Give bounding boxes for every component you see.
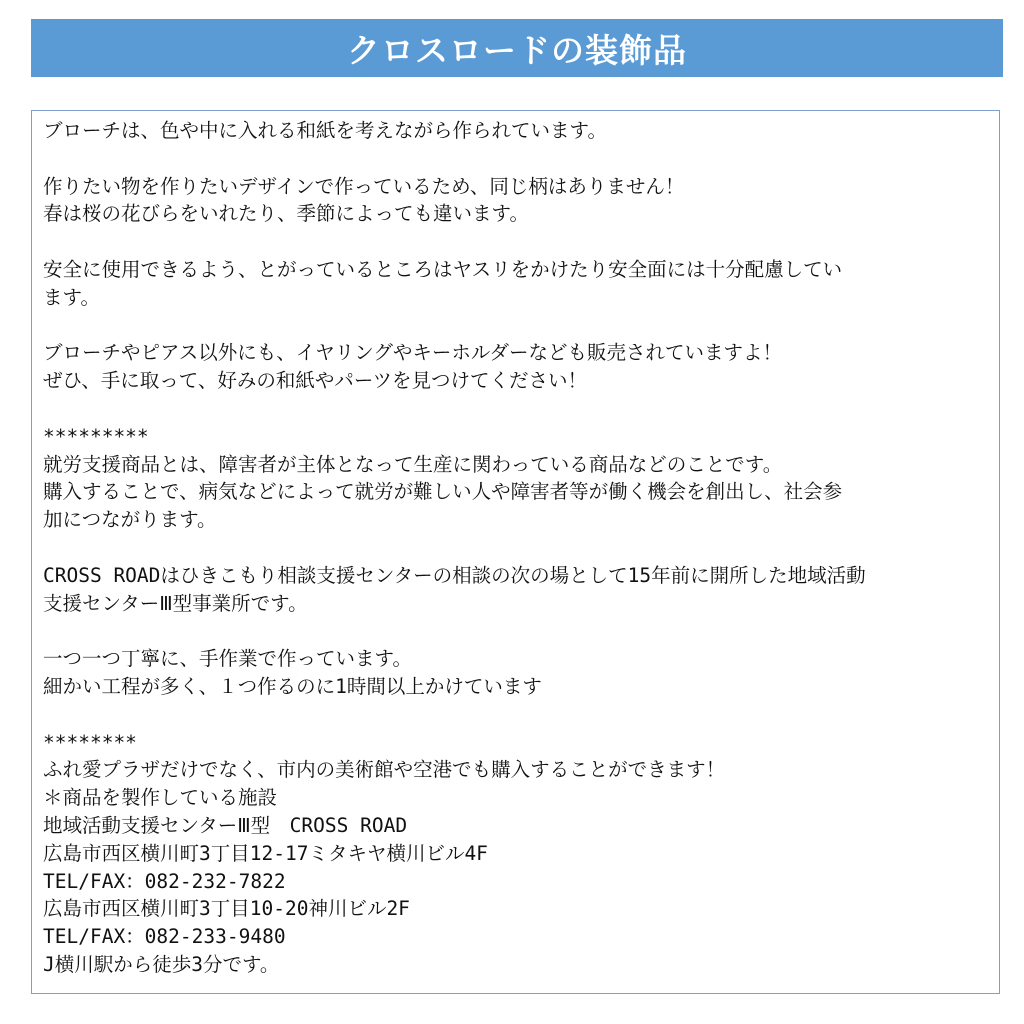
text-line: ます。	[43, 285, 100, 309]
text-line: ＊商品を製作している施設	[43, 786, 278, 810]
facility-name: 地域活動支援センターⅢ型 CROSS ROAD	[43, 813, 408, 837]
spacer	[43, 145, 989, 173]
text-line: 一つ一つ丁寧に、手作業で作っています。	[43, 647, 412, 671]
spacer	[43, 312, 989, 340]
spacer	[43, 228, 989, 256]
access-line: J横川駅から徒歩3分です。	[43, 952, 280, 976]
spacer	[43, 617, 989, 645]
text-line: ぜひ、手に取って、好みの和紙やパーツを見つけてください！	[43, 369, 588, 393]
page-title: クロスロードの装飾品	[347, 30, 687, 70]
text-line: ブローチやピアス以外にも、イヤリングやキーホルダーなども販売されていますよ！	[43, 341, 783, 365]
section-divider: *********	[43, 424, 149, 448]
text-line: 支援センターⅢ型事業所です。	[43, 591, 308, 615]
text-line: ブローチは、色や中に入れる和紙を考えながら作られています。	[43, 119, 607, 142]
text-line: 細かい工程が多く、１つ作るのに1時間以上かけています	[43, 674, 542, 698]
address-line: 広島市西区横川町3丁目12-17ミタキヤ横川ビル4F	[43, 841, 488, 865]
text-line: CROSS ROADはひきこもり相談支援センターの相談の次の場として15年前に開所した地域活動	[43, 563, 866, 587]
text-line: ふれ愛プラザだけでなく、市内の美術館や空港でも購入することができます！	[43, 758, 726, 782]
spacer	[43, 395, 989, 423]
text-line: 就労支援商品とは、障害者が主体となって生産に関わっている商品などのことです。	[43, 452, 783, 476]
text-line: 作りたい物を作りたいデザインで作っているため、同じ柄はありません！	[43, 174, 685, 198]
title-banner	[31, 19, 1003, 77]
phone-line: TEL/FAX：082-232-7822	[43, 869, 286, 893]
spacer	[43, 701, 989, 729]
spacer	[43, 534, 989, 562]
text-line: 加につながります。	[43, 508, 217, 532]
text-line: 購入することで、病気などによって就労が難しい人や障害者等が働く機会を創出し、社会参	[43, 480, 843, 504]
section-divider: ********	[43, 730, 137, 754]
content-box	[31, 110, 1000, 994]
text-line: 春は桜の花びらをいれたり、季節によっても違います。	[43, 202, 529, 226]
address-line: 広島市西区横川町3丁目10-20神川ビル2F	[43, 897, 410, 921]
text-line: 安全に使用できるよう、とがっているところはヤスリをかけたり安全面には十分配慮してい	[43, 257, 843, 281]
phone-line: TEL/FAX：082-233-9480	[43, 925, 286, 949]
